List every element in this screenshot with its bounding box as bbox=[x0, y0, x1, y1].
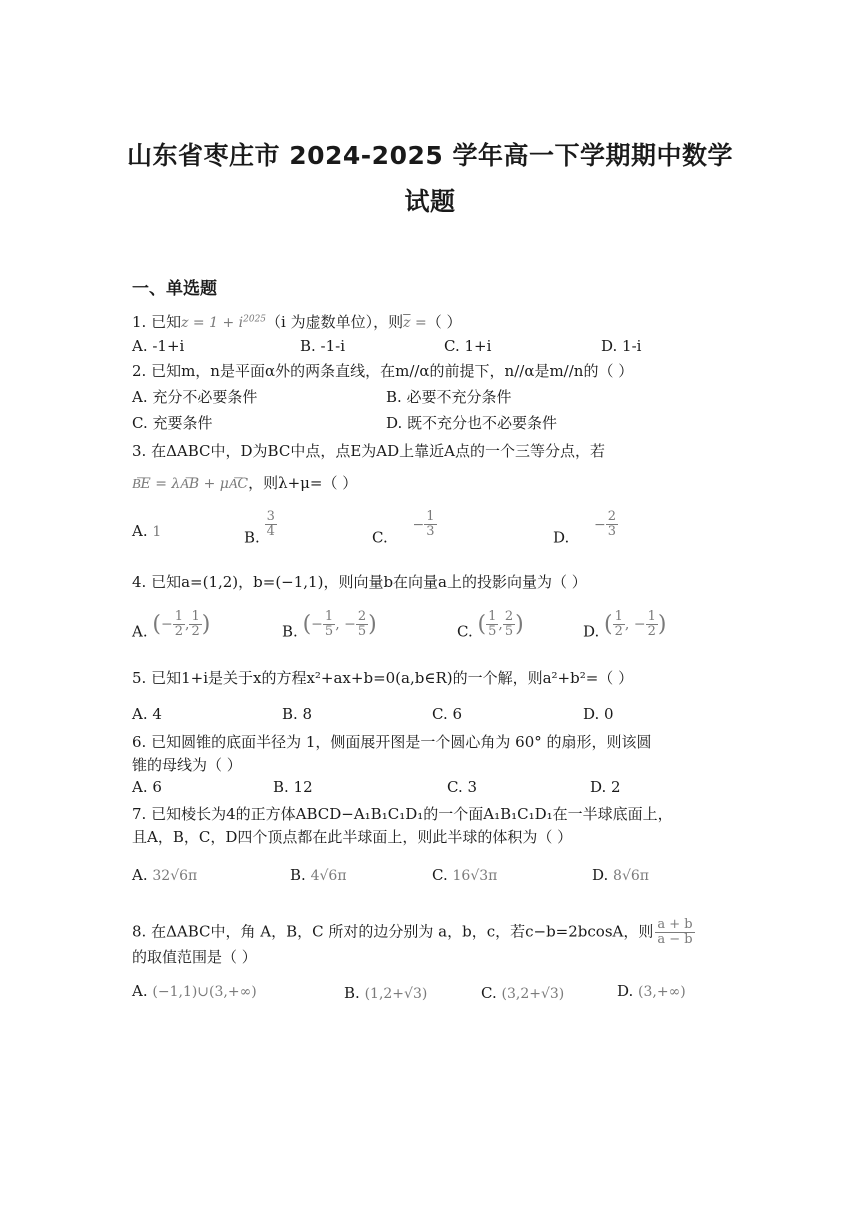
q8-option-d: D. (3,+∞) bbox=[617, 982, 686, 1000]
q1-formula: $z = 1 + i^{2025}$ bbox=[181, 314, 267, 331]
question-8 bbox=[132, 918, 695, 947]
q3-label-d: D. bbox=[553, 528, 570, 547]
q8-option-c: C. (3,2+√3) bbox=[481, 984, 565, 1002]
q8-ratio: $\frac{a + b}{a - b}$ bbox=[657, 917, 693, 947]
q8-option-b: B. (1,2+√3) bbox=[344, 984, 428, 1002]
q1-option-b: B. -1-i bbox=[300, 337, 346, 355]
q3-option-a bbox=[132, 522, 161, 540]
q3-value-a: 1 bbox=[152, 524, 162, 540]
q3-label-a: A. bbox=[132, 522, 148, 540]
q3-option-d: D. − $\frac{2}{3}$ bbox=[553, 509, 617, 547]
question-3-line2 bbox=[132, 472, 357, 493]
q4-option-c: C. ( $\frac{1}{5}$ , $\frac{2}{5}$ ) bbox=[457, 609, 524, 641]
q3-fraction-c: $\frac{1}{3}$ bbox=[426, 509, 435, 539]
q2-option-b: B. 必要不充分条件 bbox=[386, 388, 512, 406]
q3-option-b bbox=[244, 510, 277, 547]
page-title-line2: 试题 bbox=[404, 187, 456, 216]
q7-option-a: A. 32√6π bbox=[132, 866, 198, 884]
q4-option-b: B. (− $\frac{1}{5}$ , − $\frac{2}{5}$ ) bbox=[282, 609, 377, 641]
question-1 bbox=[132, 311, 461, 332]
q7-option-b: B. 4√6π bbox=[290, 866, 347, 884]
question-6-line2: 锥的母线为（ ） bbox=[132, 756, 242, 774]
q1-conjugate: $\overline{z}$ = bbox=[403, 315, 427, 331]
q2-option-c: C. 充要条件 bbox=[132, 414, 213, 432]
q5-option-d: D. 0 bbox=[583, 705, 614, 723]
q4-option-d: D. ( $\frac{1}{2}$ , − $\frac{1}{2}$ ) bbox=[583, 609, 667, 641]
q6-option-b: B. 12 bbox=[273, 778, 313, 796]
q7-option-c: C. 16√3π bbox=[432, 866, 498, 884]
question-7: 7. 已知棱长为4的正方体ABCD−A₁B₁C₁D₁的一个面A₁B₁C₁D₁在一半球底面上， bbox=[132, 805, 673, 823]
q5-option-c: C. 6 bbox=[432, 705, 463, 723]
q1-option-a: A. -1+i bbox=[132, 337, 185, 355]
q1-prefix: 1. 已知 bbox=[132, 313, 182, 331]
q8-text: 8. 在ΔABC中，角 A，B，C 所对的边分别为 a，b，c，若c−b=2bcosA，则 bbox=[132, 922, 654, 941]
question-3: 3. 在ΔABC中，D为BC中点，点E为AD上靠近A点的一个三等分点，若 bbox=[132, 442, 605, 460]
q1-option-c: C. 1+i bbox=[444, 337, 492, 355]
question-6: 6. 已知圆锥的底面半径为 1，侧面展开图是一个圆心角为 60° 的扇形，则该圆 bbox=[132, 733, 652, 751]
q3-label-c: C. bbox=[372, 528, 388, 547]
q2-option-a: A. 充分不必要条件 bbox=[132, 388, 258, 406]
q5-option-b: B. 8 bbox=[282, 705, 313, 723]
question-4: 4. 已知a=(1,2)，b=(−1,1)，则向量b在向量a上的投影向量为（ ） bbox=[132, 573, 587, 591]
q3-label-b: B. bbox=[244, 528, 260, 547]
section-heading: 一、单选题 bbox=[132, 279, 217, 299]
q6-option-d: D. 2 bbox=[590, 778, 621, 796]
question-8-line2: 的取值范围是（ ） bbox=[132, 948, 257, 966]
q2-option-d: D. 既不充分也不必要条件 bbox=[386, 414, 558, 432]
q4-option-a: A. (− $\frac{1}{2}$ , $\frac{1}{2}$ ) bbox=[132, 609, 211, 641]
page-title: 山东省枣庄市 2024-2025 学年高一下学期期中数学 bbox=[127, 141, 733, 170]
question-7-line2: 且A，B，C，D四个顶点都在此半球面上，则此半球的体积为（ ） bbox=[132, 828, 573, 846]
question-5: 5. 已知1+i是关于x的方程x²+ax+b=0(a,b∈R)的一个解，则a²+b²=（ ） bbox=[132, 669, 634, 687]
q1-middle: （i 为虚数单位），则 bbox=[266, 313, 404, 331]
q5-option-a: A. 4 bbox=[132, 705, 162, 723]
q3-fraction-d: $\frac{2}{3}$ bbox=[607, 509, 617, 539]
q3-vector-equation: B͞E = λA͞B + μA͞C bbox=[132, 476, 249, 492]
question-2: 2. 已知m，n是平面α外的两条直线，在m//α的前提下，n//α是m//n的（ ） bbox=[132, 362, 634, 380]
q3-option-c: C. − $\frac{1}{3}$ bbox=[372, 509, 435, 547]
q6-option-a: A. 6 bbox=[132, 778, 162, 796]
q1-option-d: D. 1-i bbox=[601, 337, 642, 355]
q3-fraction-b: $\frac{3}{4}$ bbox=[266, 509, 275, 539]
q3-tail: ，则λ+μ=（ ） bbox=[248, 474, 358, 492]
q8-option-a: A. (−1,1)∪(3,+∞) bbox=[132, 982, 257, 1000]
q7-option-d: D. 8√6π bbox=[592, 866, 649, 884]
q1-bracket: （ ） bbox=[426, 313, 462, 331]
q6-option-c: C. 3 bbox=[447, 778, 478, 796]
